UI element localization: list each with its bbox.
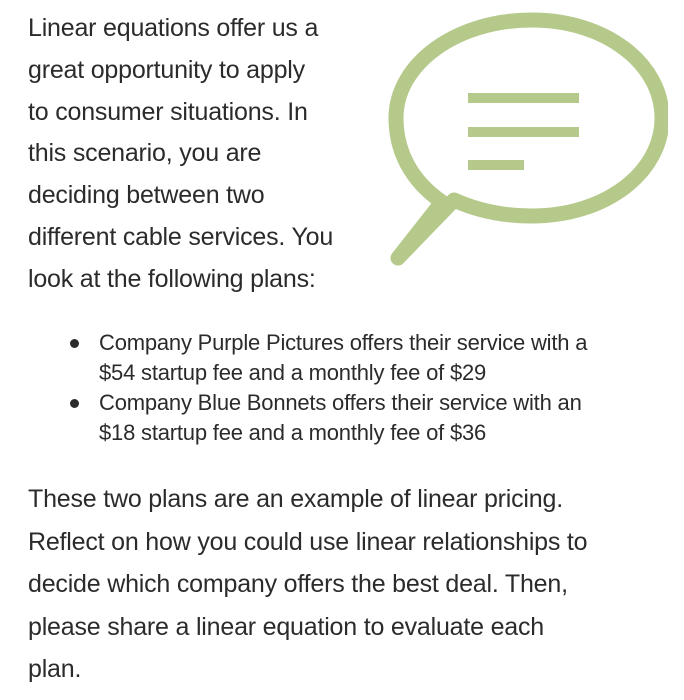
bullet-icon [70,399,79,408]
reflection-line: please share a linear equation to evaluate each [28,612,544,641]
reflection-line: plan. [28,655,82,683]
intro-line: Linear equations offer us a [28,14,319,42]
plan-text-line: $18 startup fee and a monthly fee of $36 [99,420,487,445]
list-item [68,388,668,448]
intro-line: different cable services. You [28,222,334,251]
reflection-line: These two plans are an example of linear pricing. [28,485,563,513]
bullet-icon [70,339,79,348]
intro-paragraph [28,8,378,301]
intro-line: deciding between two [28,181,265,210]
reflection-paragraph [28,478,668,691]
plans-list [68,328,668,448]
list-item [68,328,668,388]
reflection-line: Reflect on how you could use linear relationships to [28,527,588,556]
intro-line: great opportunity to apply [28,55,305,84]
plan-text-line: $54 startup fee and a monthly fee of $29 [99,360,487,385]
reflection-line: decide which company offers the best deal. Then, [28,570,568,598]
intro-line: this scenario, you are [28,139,262,168]
speech-bubble-icon [384,12,668,268]
plan-text-line: Company Blue Bonnets offers their service with an [99,390,582,415]
intro-line: look at the following plans: [28,264,316,293]
plan-text-line: Company Purple Pictures offers their service with a [99,330,588,355]
intro-line: to consumer situations. In [28,97,308,126]
